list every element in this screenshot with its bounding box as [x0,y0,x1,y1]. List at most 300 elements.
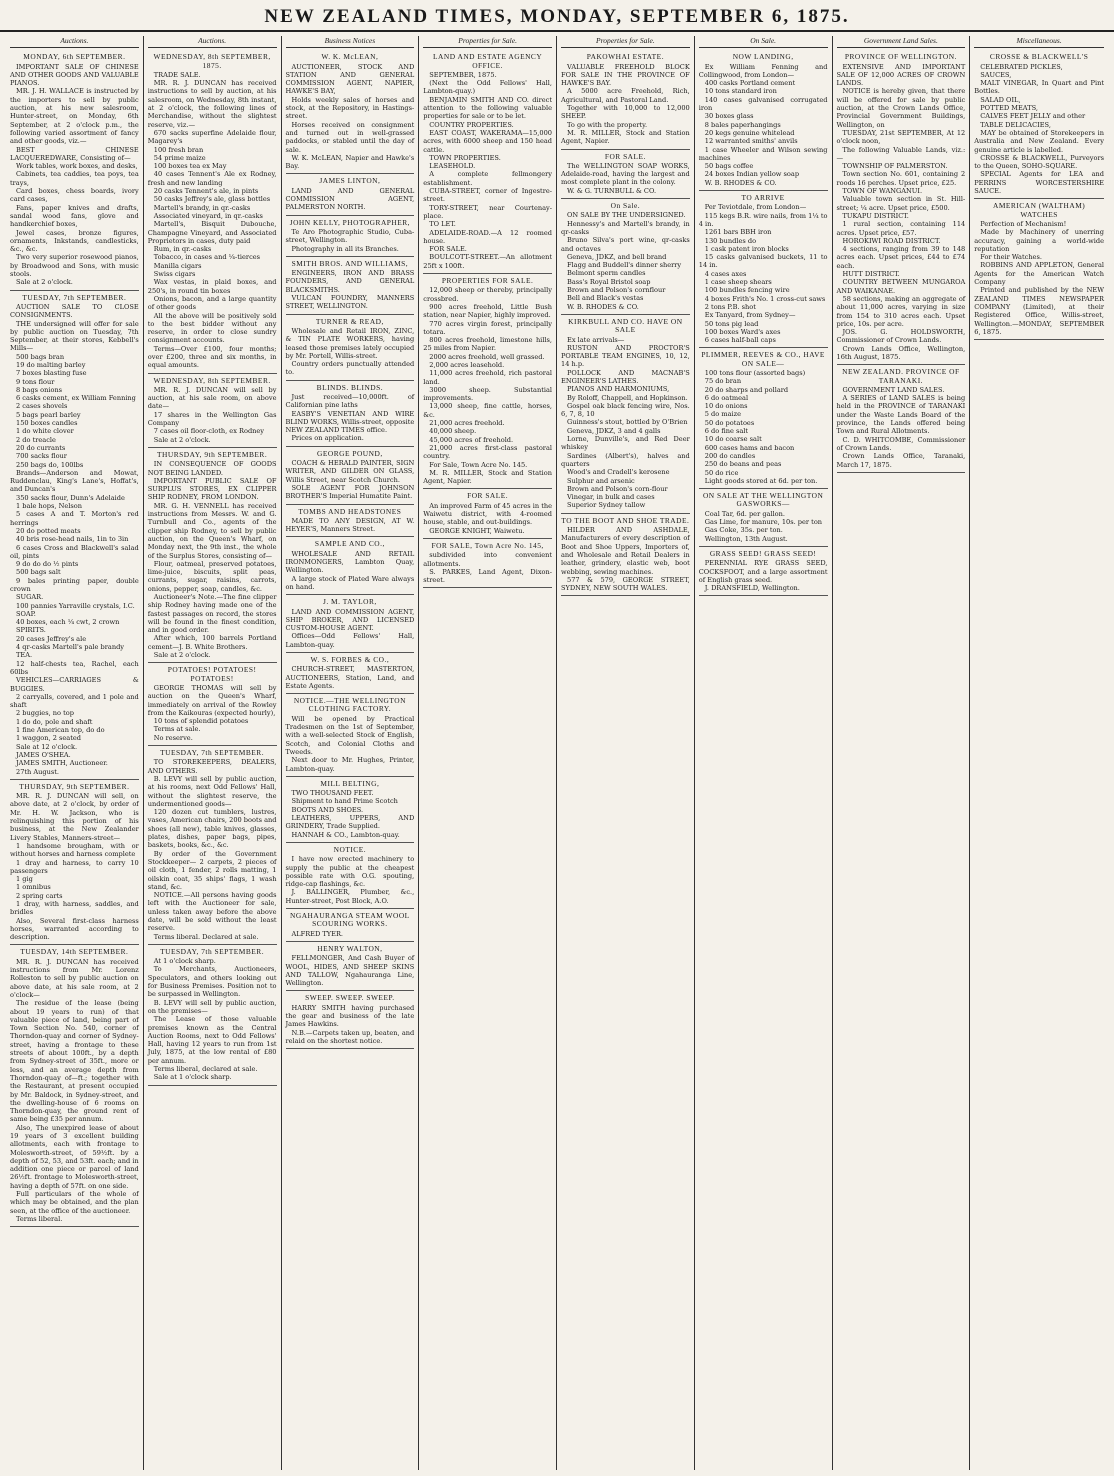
ad-line: Per Teviotdale, from London— [704,203,807,212]
columns-container [6,36,1108,1470]
ad-line: 2000 acres freehold, well grassed. [429,352,545,361]
ad-line: ADELAIDE-ROAD.—A 12 roomed house. [423,228,552,245]
ad-line: 2 spring carts [16,891,63,900]
ad-line: Terms liberal. Declared at sale. [153,932,259,941]
masthead [0,6,1114,32]
ad-line: 54 prime maize [153,153,206,162]
ad-line: 50 bags coffee [704,162,754,171]
ad-line: 1 cask patent iron blocks [704,244,789,253]
ad-line: I have now erected machinery to supply the public at the cheapest possible rate with O.G. spouting, ridge-cap flashings, &c. [285,855,415,889]
ad-line: A 5000 acre Freehold, Rich, Agricultural, and Pastoral Land. [561,87,690,104]
ad-line: 19 do malting barley [16,360,86,369]
ad-line: 20 cases Jeffrey's ale [16,634,87,643]
ad-line: IMPORTANT SALE OF CHINESE AND OTHER GOODS AND VALUABLE PIANOS. [10,62,139,88]
ad-line: 1 case sheep shears [704,278,772,287]
ad-line: EASBY'S VENETIAN AND WIRE BLIND WORKS, Willis-street, opposite NEW ZEALAND TIMES office. [285,409,415,435]
advertisement [286,843,415,909]
ad-line: CELEBRATED PICKLES, [980,62,1063,71]
ad-title: JOHN KELLY, PHOTOGRAPHER, [289,217,411,227]
ad-line: CROSSE & BLACKWELL, Purveyors to the Queen, SOHO-SQUARE. [974,153,1104,171]
ad-line: Terms liberal. [16,1214,63,1223]
ad-line: 4 boxes Frith's No. 1 cross-cut saws [704,294,826,303]
ad-line: 4 sections, ranging from 39 to 148 acres each. Upset prices, £44 to £74 each. [836,245,966,270]
ad-line: BOULCOTT-STREET.—An allotment 25ft x 100ft. [423,253,552,270]
ad-line: 40 boxes, each ¼ cwt, 2 crown [16,618,120,627]
ad-line: 1 do white clover [16,427,74,436]
ad-line: COACH & HERALD PAINTER, SIGN WRITER, AND GILDER ON GLASS, Willis Street, near Scotch Church. [285,459,415,484]
ad-line: VALUABLE FREEHOLD BLOCK FOR SALE IN THE PROVINCE OF HAWKE'S BAY. [561,62,690,88]
ad-line: 8 bags onions [16,385,63,394]
ad-line: JAMES O'SHEA. [16,750,71,759]
ad-line: Wholesale and Retail IRON, ZINC, & TIN PLATE WORKERS, having leased those premises lately occupied by Mr. Portell, Willis-street. [285,326,415,360]
ad-title: J. M. TAYLOR, [322,597,377,607]
ad-line: B. LEVY will sell by public auction, on the premises— [147,998,277,1015]
column-heading: On Sale. [699,36,828,48]
ad-line: SPECIAL Agents for LEA and PERRINS WORCESTERSHIRE SAUCE. [974,170,1104,196]
ad-line: AUCTIONEER, STOCK AND STATION AND GENERAL COMMISSION AGENT, NAPIER, HAWKE'S BAY, [285,62,415,96]
advertisement [423,50,552,274]
ad-line: Also, Several first-class harness horses, warranted according to description. [10,916,139,942]
ad-title: SMITH BROS. AND WILLIAMS, [291,258,409,268]
advertisement [286,50,415,174]
ad-line: Brown and Polson's cornflour [567,286,666,295]
ad-line: Work tables, work boxes, and desks, [16,162,138,171]
ad-line: Martell's brandy, in qr.-casks [153,203,251,212]
ad-line: 600 cases hams and bacon [704,443,795,452]
ad-line: 12,000 sheep or thereby, principally crossbred. [423,286,552,303]
advertisement [699,489,828,547]
advertisement [286,777,415,843]
ad-line: Holds weekly sales of horses and stock, at the Repository, in Hastings-street. [285,95,415,121]
advertisement [148,945,277,1086]
advertisement [561,199,690,315]
advertisement [148,746,277,945]
ad-line: MR. G. H. VENNELL has received instructions from Messrs. W. and G. Turnbull and Co., agents of the clipper ship Rodney, to sell by public auction, on the Queen's Wharf, on Monday next, the 9th inst., the whole of the Surplus Stores, consisting of— [147,501,277,560]
ad-line: TWO THOUSAND FEET. [291,789,374,798]
ad-line: 1 omnibus [16,883,51,892]
ad-line: BOOTS AND SHOES. [291,805,364,814]
column-heading: Properties for Sale. [561,36,690,48]
ad-line: Country orders punctually attended to. [285,360,415,377]
ad-line: 120 dozen cut tumblers, lustres, vases, American chairs, 200 boots and shoes (all new), table knives, glasses, plates, dishes, paper bags, pipes, baskets, books, &c., &c. [147,808,277,850]
ad-line: 12 half-chests tea, Rachel, each 60lbs [10,659,139,676]
ad-line: Brown and Polson's corn-flour [567,484,668,493]
ad-line: J. BALLINGER, Plumber, &c., Hunter-street, Post Block, A.O. [285,888,415,905]
ad-line: Geneva, JDKZ, and bell brand [567,252,667,261]
ad-line: 4 qr-casks Martell's pale brandy [16,643,125,652]
ad-title: SAMPLE AND CO., [314,539,385,549]
column [970,36,1108,1470]
ad-line: Sulphur and arsenic [567,476,635,485]
ad-line: LEATHERS, UPPERS, AND GRINDERY, Trade Supplied. [285,814,415,831]
ad-line: Horses received on consignment and turned out in well-grassed paddocks, or stabled until the day of sale. [285,120,415,154]
advertisement [286,653,415,694]
ad-line: Jewel cases, bronze figures, ornaments, Inkstands, candlesticks, &c., &c. [10,228,139,254]
ad-line: A complete fellmongery establishment. [423,170,552,187]
ad-line: PERENNIAL RYE GRASS SEED, COCKSFOOT, and a large assortment of English grass seed. [698,559,828,584]
advertisement [286,257,415,315]
ad-line: 1 gig [16,875,33,884]
ad-line: CHURCH-STREET, MASTERTON, AUCTIONEERS, Station, Land, and Estate Agents. [285,665,415,690]
advertisement [837,365,966,473]
ad-line: Wood's and Cradell's kerosene [567,468,670,477]
ad-line: SUGAR. [16,593,44,602]
ad-line: 1261 bars BBH iron [704,228,772,237]
ad-title: NGAHAURANGA STEAM WOOL SCOURING WORKS. [290,911,410,929]
ad-line: To go with the property. [567,120,648,129]
ad-line: BENJAMIN SMITH AND CO. direct attention to the following valuable properties for sale or to be let. [423,95,552,121]
ad-line: ROBBINS AND APPLETON, General Agents for the American Watch Company [974,261,1104,287]
ad-line: The Lease of those valuable premises known as the Central Auction Rooms, next to Odd Fellows' Hall, having 12 years to run from 1st July, 1875, at the low rental of £80 per annum. [147,1015,277,1065]
advertisement [286,595,415,653]
advertisement [286,909,415,942]
ad-line: 6 cases Cross and Blackwell's salad oil, pints [10,543,139,560]
ad-line: LAND AND COMMISSION AGENT, SHIP BROKER, AND LICENSED CUSTOM-HOUSE AGENT. [285,607,415,633]
ad-line: CUBA-STREET, corner of Ingestre-street. [423,187,552,204]
ad-line: MR. J. H. WALLACE is instructed by the importers to sell by public auction, at his new salesroom, Hunter-street, on Monday, 6th September, at 2 o'clock p.m., the following varied assortment of fancy and other goods, viz.— [10,87,139,146]
advertisement [148,374,277,448]
ad-line: EAST COAST, WAKERAMA—15,000 acres, with 6000 sheep and 150 head cattle. [423,128,552,154]
ad-line: 1 fine American top, do do [16,726,105,735]
ad-line: 21,000 acres freehold. [429,419,505,428]
ad-line: 20 do currants [16,443,66,452]
ad-line: For their Watches. [980,253,1042,262]
ad-line: TRADE SALE. [153,70,201,79]
ad-line: Wellington, 13th August. [704,534,788,543]
ad-line: MAY be obtained of Storekeepers in Australia and New Zealand. Every genuine article is labelled. [974,128,1104,154]
ad-line: 17 shares in the Wellington Gas Company [147,410,277,428]
ad-line: 250 bags do, 100lbs [16,460,84,469]
ad-line: 4 cases axes [704,269,747,278]
ad-line: Light goods stored at 6d. per ton. [704,476,818,485]
ad-line: CALVES FEET JELLY and other [980,112,1086,121]
advertisement [286,694,415,777]
ad-title: FOR SALE, Town Acre No. 145, [431,540,544,550]
ad-line: 100 boxes tea ex May [153,162,227,171]
ad-line: Crown Lands Office, Taranaki, March 17, 1875. [836,452,966,469]
ad-line: 2 cases shovels [16,402,68,411]
ad-line: W. & G. TURNBULL & CO. [567,186,657,195]
ad-line: 1 dray, with harness, saddles, and bridles [10,899,139,917]
ad-line: Sardines (Albert's), halves and quarters [561,451,690,468]
advertisement [561,50,690,149]
ad-line: N.B.—Carpets taken up, beaten, and relaid on the shortest notice. [285,1028,415,1045]
ad-line: ALFRED TYER. [291,929,344,938]
advertisement [286,505,415,538]
ad-line: Town section No. 601, containing 2 roods 16 perches. Upset price, £25. [836,170,966,187]
ad-line: 2 tons P.B. shot [704,302,756,311]
ad-title: On Sale. [610,201,641,211]
ad-line: COUNTRY BETWEEN MUNGAROA AND WAIKANAE. [836,278,966,295]
ad-line: Coal Tar, 6d. per gallon. [704,509,785,518]
advertisement [286,447,415,505]
ad-title: TO THE BOOT AND SHOE TRADE. [561,515,690,525]
ad-line: 7 boxes blasting fuse [16,369,87,378]
ad-line: Bass's Royal Bristol soap [567,277,651,286]
ad-line: 3000 sheep. Substantial improvements. [423,385,552,403]
ad-line: 50 tons pig lead [704,319,759,328]
ad-line: 115 kegs B.R. wire nails, from 1¼ to 4 in. [698,211,828,228]
ad-line: W. K. McLEAN, Napier and Hawke's Bay. [285,153,415,171]
ad-line: 20 casks Tennent's ale, in pints [153,187,259,196]
ad-title: FOR SALE. [467,491,509,501]
ad-line: Crown Lands Office, Wellington, 16th August, 1875. [836,344,966,361]
ad-line: The residue of the lease (being about 19 years to run) of that valuable piece of land, being part of Town Section No. 540, corner of Thorndon-quay and corner of Sydney-street, having a frontage to these streets of about 100ft., by a depth from Sydney-street of 35ft., more or less, and an average depth from Thorndon-quay of—ft.; together with the Restaurant, at present occupied by Mr. Baldock, in Sydney-street, and the dwelling-house of 6 rooms on Thorndon-quay, the ground rent of same being £35 per annum. [10,999,139,1124]
ad-line: 400 casks Portland cement [704,79,796,88]
ad-line: POLLOCK AND MACNAB'S ENGINEER'S LATHES. [561,368,690,385]
ad-line: 24 boxes Indian yellow soap [704,170,800,179]
ad-line: 800 acres freehold, limestone hills, 25 miles from Napier. [423,336,552,353]
ad-line: 10 tons of splendid potatoes [153,717,249,726]
ad-line: Shipment to hand Prime Scotch [291,797,398,806]
ad-line: C. D. WHITCOMBE, Commissioner of Crown Lands. [836,435,966,452]
ad-title: MILL BELTING, [320,778,380,788]
ad-line: 40,000 sheep. [429,427,477,436]
ad-line: Gospel oak black fencing wire, Nos. 6, 7, 8, 10 [561,401,690,419]
ad-line: To Merchants, Auctioneers, Speculators, and others looking out for Business Premises. Position not to be surpassed in Wellington. [147,965,277,999]
ad-line: MR. R. J. DUNCAN will sell by auction, at his sale room, on above date— [147,385,277,411]
ad-line: 100 tons flour (assorted bags) [704,368,806,377]
ad-line: Flour, oatmeal, preserved potatoes, lime-juice, biscuits, split peas, currants, sugar, raisins, carrots, onions, pepper, soap, candles, &c. [147,559,277,593]
ad-line: ON SALE BY THE UNDERSIGNED. [567,211,686,220]
ad-line: Cabinets, tea caddies, tea poys, tea trays, [10,170,139,187]
ad-line: 13,000 sheep, fine cattle, horses, &c. [423,402,552,419]
ad-line: 500 bags bran [16,352,65,361]
ad-line: Sale at 12 o'clock. [16,742,78,751]
advertisement [10,780,139,946]
ad-line: 577 & 579, GEORGE STREET, SYDNEY, NEW SOUTH WALES. [561,575,690,593]
advertisement [148,663,277,746]
ad-line: 100 boxes Ward's axes [704,327,781,336]
ad-line: Onions, bacon, and a large quantity of other goods [147,294,277,312]
ad-line: 9 do do do ½ pints [16,560,79,569]
ad-line: 1 case Wheeler and Wilson sewing machines [698,145,828,162]
ad-line: SEPTEMBER, 1875. [429,70,497,79]
newspaper-title: NEW ZEALAND TIMES, MONDAY, SEPTEMBER 6, 1875. [264,6,850,27]
ad-line: Sale at 2 o'clock. [153,651,211,660]
ad-line: COUNTRY PROPERTIES. [429,120,514,129]
ad-line: TEA. [16,651,33,660]
ad-line: TORY-STREET, near Courtenay-place. [423,203,552,220]
ad-line: 58 sections, making an aggregate of about 11,000 acres, varying in size from 154 to 310 acres each. Upset price, 10s. per acre. [836,294,966,328]
advertisement [286,537,415,595]
ad-line: 10 do coarse salt [704,435,762,444]
ad-line: 50 casks Jeffrey's ale, glass bottles [153,195,271,204]
ad-line: Terms liberal, declared at sale. [153,1065,258,1074]
ad-title: PROPERTIES FOR SALE. [441,276,534,286]
ad-line: Full particulars of the whole of which may be obtained, and the plan seen, at the office of the auctioneer. [10,1190,139,1215]
ad-line: By order of the Government Stockkeeper— 2 carpets, 2 pieces of oil cloth, 1 fender, 2 rolls matting, 1 oilskin coat, 35 ships' flags, 1 wash stand, &c. [147,849,277,891]
advertisement [286,174,415,215]
ad-line: Brands—Anderson and Mowat, Ruddenclau, King's Lane's, Hoffat's, and Duncan's [10,468,139,494]
ad-line: 140 cases galvanised corrugated iron [698,95,828,113]
ad-line: VULCAN FOUNDRY, MANNERS STREET, WELLINGTON. [285,294,415,311]
ad-line: 7 cases oil floor-cloth, ex Rodney [153,427,265,436]
ad-line: 6 casks cement, ex William Fenning [16,394,136,403]
ad-line: NOTICE.—All persons having goods left with the Auctioneer for sale, unless taken away before the above date, will be sold without the least reserve. [147,891,277,933]
ad-line: 500 bags salt [16,568,61,577]
ad-line: MR. R. J. DUNCAN will sell, on above date, at 2 o'clock, by order of Mr. H. W. Jackson, who is relinquishing this portion of his business, at the New Zealander Livery Stables, Manners-street— [10,792,139,842]
ad-line: 250 do beans and peas [704,460,782,469]
ad-line: 20 do sharps and pollard [704,385,789,394]
ad-line: HILDER AND ASHDALE, Manufacturers of every description of Boot and Shoe Uppers, Importers of, and Wholesale and Retail Dealers in leather, grindery, elastic web, boot webbing, sewing machines. [561,526,690,576]
advertisement [561,150,690,199]
ad-title: BLINDS. BLINDS. [316,382,384,392]
ad-line: HARRY SMITH having purchased the gear and business of the late James Hawkins. [285,1003,415,1029]
ad-line: Bruno Silva's port wine, qr-casks and octaves [561,236,690,253]
ad-line: W. B. RHODES & CO. [704,178,777,187]
ad-line: Hennessy's and Martell's brandy, in qr-casks [561,219,690,236]
advertisement [561,514,690,597]
ad-line: 12 warranted smiths' anvils [704,137,798,146]
ad-line: A large stock of Plated Ware always on hand. [285,574,415,591]
ad-line: By Roloff, Chappell, and Hopkinson. [567,393,688,402]
ad-line: BEST CHINESE LACQUEREDWARE, Consisting of— [10,145,139,162]
ad-title: THURSDAY, 9th SEPTEMBER. [157,449,268,459]
ad-title: W. K. McLEAN, [321,52,379,62]
ad-line: 1 bale hops, Nelson [16,502,82,511]
ad-line: LAND AND GENERAL COMMISSION AGENT, PALMERSTON NORTH. [285,186,415,212]
ad-title: W. S. FORBES & CO., [310,655,390,664]
ad-line: 2 do treacle [16,435,56,444]
ad-line: Sale at 2 o'clock. [153,435,211,444]
column [557,36,695,1470]
ad-line: MALT VINEGAR, In Quart and Pint Bottles. [974,79,1104,96]
advertisement [286,315,415,381]
ad-line: 1 do do, pole and shaft [16,717,93,726]
ad-line: S. PARKES, Land Agent, Dixon-street. [423,567,552,585]
ad-title: TUESDAY, 7th SEPTEMBER. [160,748,265,758]
advertisement [561,315,690,514]
ad-line: EXTENSIVE AND IMPORTANT SALE OF 12,000 ACRES OF CROWN LANDS. [836,62,966,88]
ad-line: HUTT DISTRICT. [842,270,900,279]
ad-title: FOR SALE. [604,151,646,161]
ad-line: 900 acres freehold, Little Bush station, near Napier, highly improved. [423,302,552,320]
ad-line: Ex Tanyard, from Sydney— [704,311,796,320]
ad-line: B. LEVY will sell by public auction, at his rooms, next Odd Fellows' Hall, without the slightest reserve, the undermentioned goods— [147,774,277,808]
advertisement [699,547,828,596]
ad-line: All the above will be positively sold to the best bidder without any reserve, in order to close sundry consignment accounts. [147,311,277,345]
ad-line: 1 waggon, 2 seated [16,734,81,743]
advertisement [974,199,1104,340]
column [419,36,557,1470]
ad-title: ON SALE AT THE WELLINGTON GASWORKS— [702,491,824,509]
ad-title: JAMES LINTON, [319,176,381,186]
advertisement [286,942,415,991]
ad-line: 9 bales printing paper, double crown [10,576,139,593]
ad-line: SOAP. [16,609,36,618]
ad-line: TOWNSHIP OF PALMERSTON. [842,162,948,171]
ad-line: Rum, in qr.-casks [153,245,212,254]
ad-line: JAMES SMITH, Auctioneer. [16,759,108,768]
ad-line: 9 tons flour [16,377,55,386]
ad-line: IMPORTANT PUBLIC SALE OF SURPLUS STORES, EX CLIPPER SHIP RODNEY, FROM LONDON. [147,476,277,502]
ad-line: ENGINEERS, IRON AND BRASS FOUNDERS, AND GENERAL BLACKSMITHS. [285,269,415,294]
advertisement [974,50,1104,199]
column-heading: Government Land Sales. [837,36,966,48]
ad-line: M. R. MILLER, Stock and Station Agent, Napier. [561,128,690,146]
ad-title: TURNER & READ, [315,316,384,326]
ad-line: M. R. MILLER, Stock and Station Agent, Napier. [423,468,552,486]
ad-line: 21,000 acres first-class pastoral country. [423,443,552,461]
ad-line: 40 bris rose-head nails, 1in to 3in [16,535,129,544]
ad-line: FELLMONGER, And Cash Buyer of WOOL, HIDES, AND SHEEP SKINS AND TALLOW, Ngahauranga Line, Wellington. [285,954,415,988]
ad-line: Sale at 1 o'clock sharp. [153,1073,232,1082]
ad-line: 200 do candles [704,451,756,460]
ad-title: CROSSE & BLACKWELL'S [989,52,1089,62]
ad-title: PROVINCE OF WELLINGTON. [844,52,957,62]
advertisement [423,539,552,588]
ad-line: Te Aro Photographic Studio, Cuba-street, Wellington. [285,227,415,245]
ad-line: Manilla cigars [153,261,202,270]
column-heading: Properties for Sale. [423,36,552,48]
ad-line: Two very superior rosewood pianos, by Broadwood and Sons, with music stools. [10,253,139,279]
ad-line: IN CONSEQUENCE OF GOODS NOT BEING LANDED. [147,460,277,477]
ad-line: TOWN PROPERTIES. [429,153,501,162]
ad-line: POTTED MEATS, [980,104,1038,113]
ad-line: 670 sacks superfine Adelaide flour, Magarey's [147,128,277,146]
advertisement [699,191,828,348]
ad-line: 50 do potatoes [704,418,755,427]
ad-line: J. DRANSFIELD, Wellington. [704,584,800,593]
ad-title: THURSDAY, 9th SEPTEMBER. [19,781,130,791]
ad-line: 27th August. [16,767,59,776]
ad-line: Card boxes, chess boards, ivory card cases, [10,187,139,204]
ad-line: Next door to Mr. Hughes, Printer, Lambton-quay. [285,756,415,773]
ad-line: Gas Lime, for manure, 10s. per ton [704,518,823,527]
ad-line: 2 carryalls, covered, and 1 pole and shaft [10,692,139,710]
ad-title: NEW ZEALAND. PROVINCE OF TARANAKI. [842,367,960,385]
ad-line: 50 do rice [704,468,739,477]
ad-title: POTATOES! POTATOES! POTATOES! [167,665,257,683]
ad-line: 2 buggies, no top [16,709,74,718]
ad-line: Vinegar, in bulk and cases [567,493,655,502]
ad-title: TUESDAY, 14th SEPTEMBER. [20,947,129,957]
ad-line: 700 sacks flour [16,452,67,461]
ad-line: TUESDAY, 21st SEPTEMBER, At 12 o'clock noon, [836,128,966,146]
advertisement [148,50,277,373]
ad-line: 100 bundles fencing wire [704,286,790,295]
ad-line: 5 bags pearl barley [16,410,81,419]
ad-line: Terms at sale. [153,725,201,734]
ad-title: SWEEP. SWEEP. SWEEP. [305,993,395,1003]
ad-line: No reserve. [153,733,193,742]
ad-line: Offices—Odd Fellows' Hall, Lambton-quay. [285,632,415,649]
column [6,36,144,1470]
ad-line: RUSTON AND PROCTOR'S PORTABLE TEAM ENGINES, 10, 12, 14 h.p. [561,343,690,369]
advertisement [699,50,828,191]
ad-title: LAND AND ESTATE AGENCY OFFICE. [433,52,543,70]
ad-line: Prices on application. [291,434,364,443]
ad-line: 30 boxes glass [704,112,754,121]
ad-line: HOROKIWI ROAD DISTRICT. [842,236,941,245]
ad-line: 8 bales paperhangings [704,120,781,129]
ad-line: 40 cases Tennent's Ale ex Rodney, fresh and new landing [147,170,277,187]
ad-line: JOS. G. HOLDSWORTH, Commissioner of Crown Lands. [836,328,966,345]
ad-line: Guinness's stout, bottled by O'Brien [567,418,688,427]
ad-line: Swiss cigars [153,270,196,279]
ad-title: GRASS SEED! GRASS SEED! [709,548,817,558]
ad-line: 350 sacks flour, Dunn's Adelaide [16,493,125,502]
column-heading: Auctions. [10,36,139,48]
ad-line: SALAD OIL, [980,95,1021,104]
ad-line: LEASEHOLD. [429,162,476,171]
ad-line: THE undersigned will offer for sale by public auction on Tuesday, 7th September, at their stores, Kebbell's Mills— [10,319,139,353]
ad-line: At 1 o'clock sharp. [153,957,216,966]
ad-title: GEORGE POUND, [317,448,383,458]
ad-line: MADE TO ANY DESIGN, AT W. HEYER'S, Manners Street. [285,516,415,534]
ad-line: MR. R. J. DUNCAN has received instructions from Mr. Lorenz Rolleston to sell by public auction on above date, at his sale room, at 2 o'clock— [10,957,139,999]
